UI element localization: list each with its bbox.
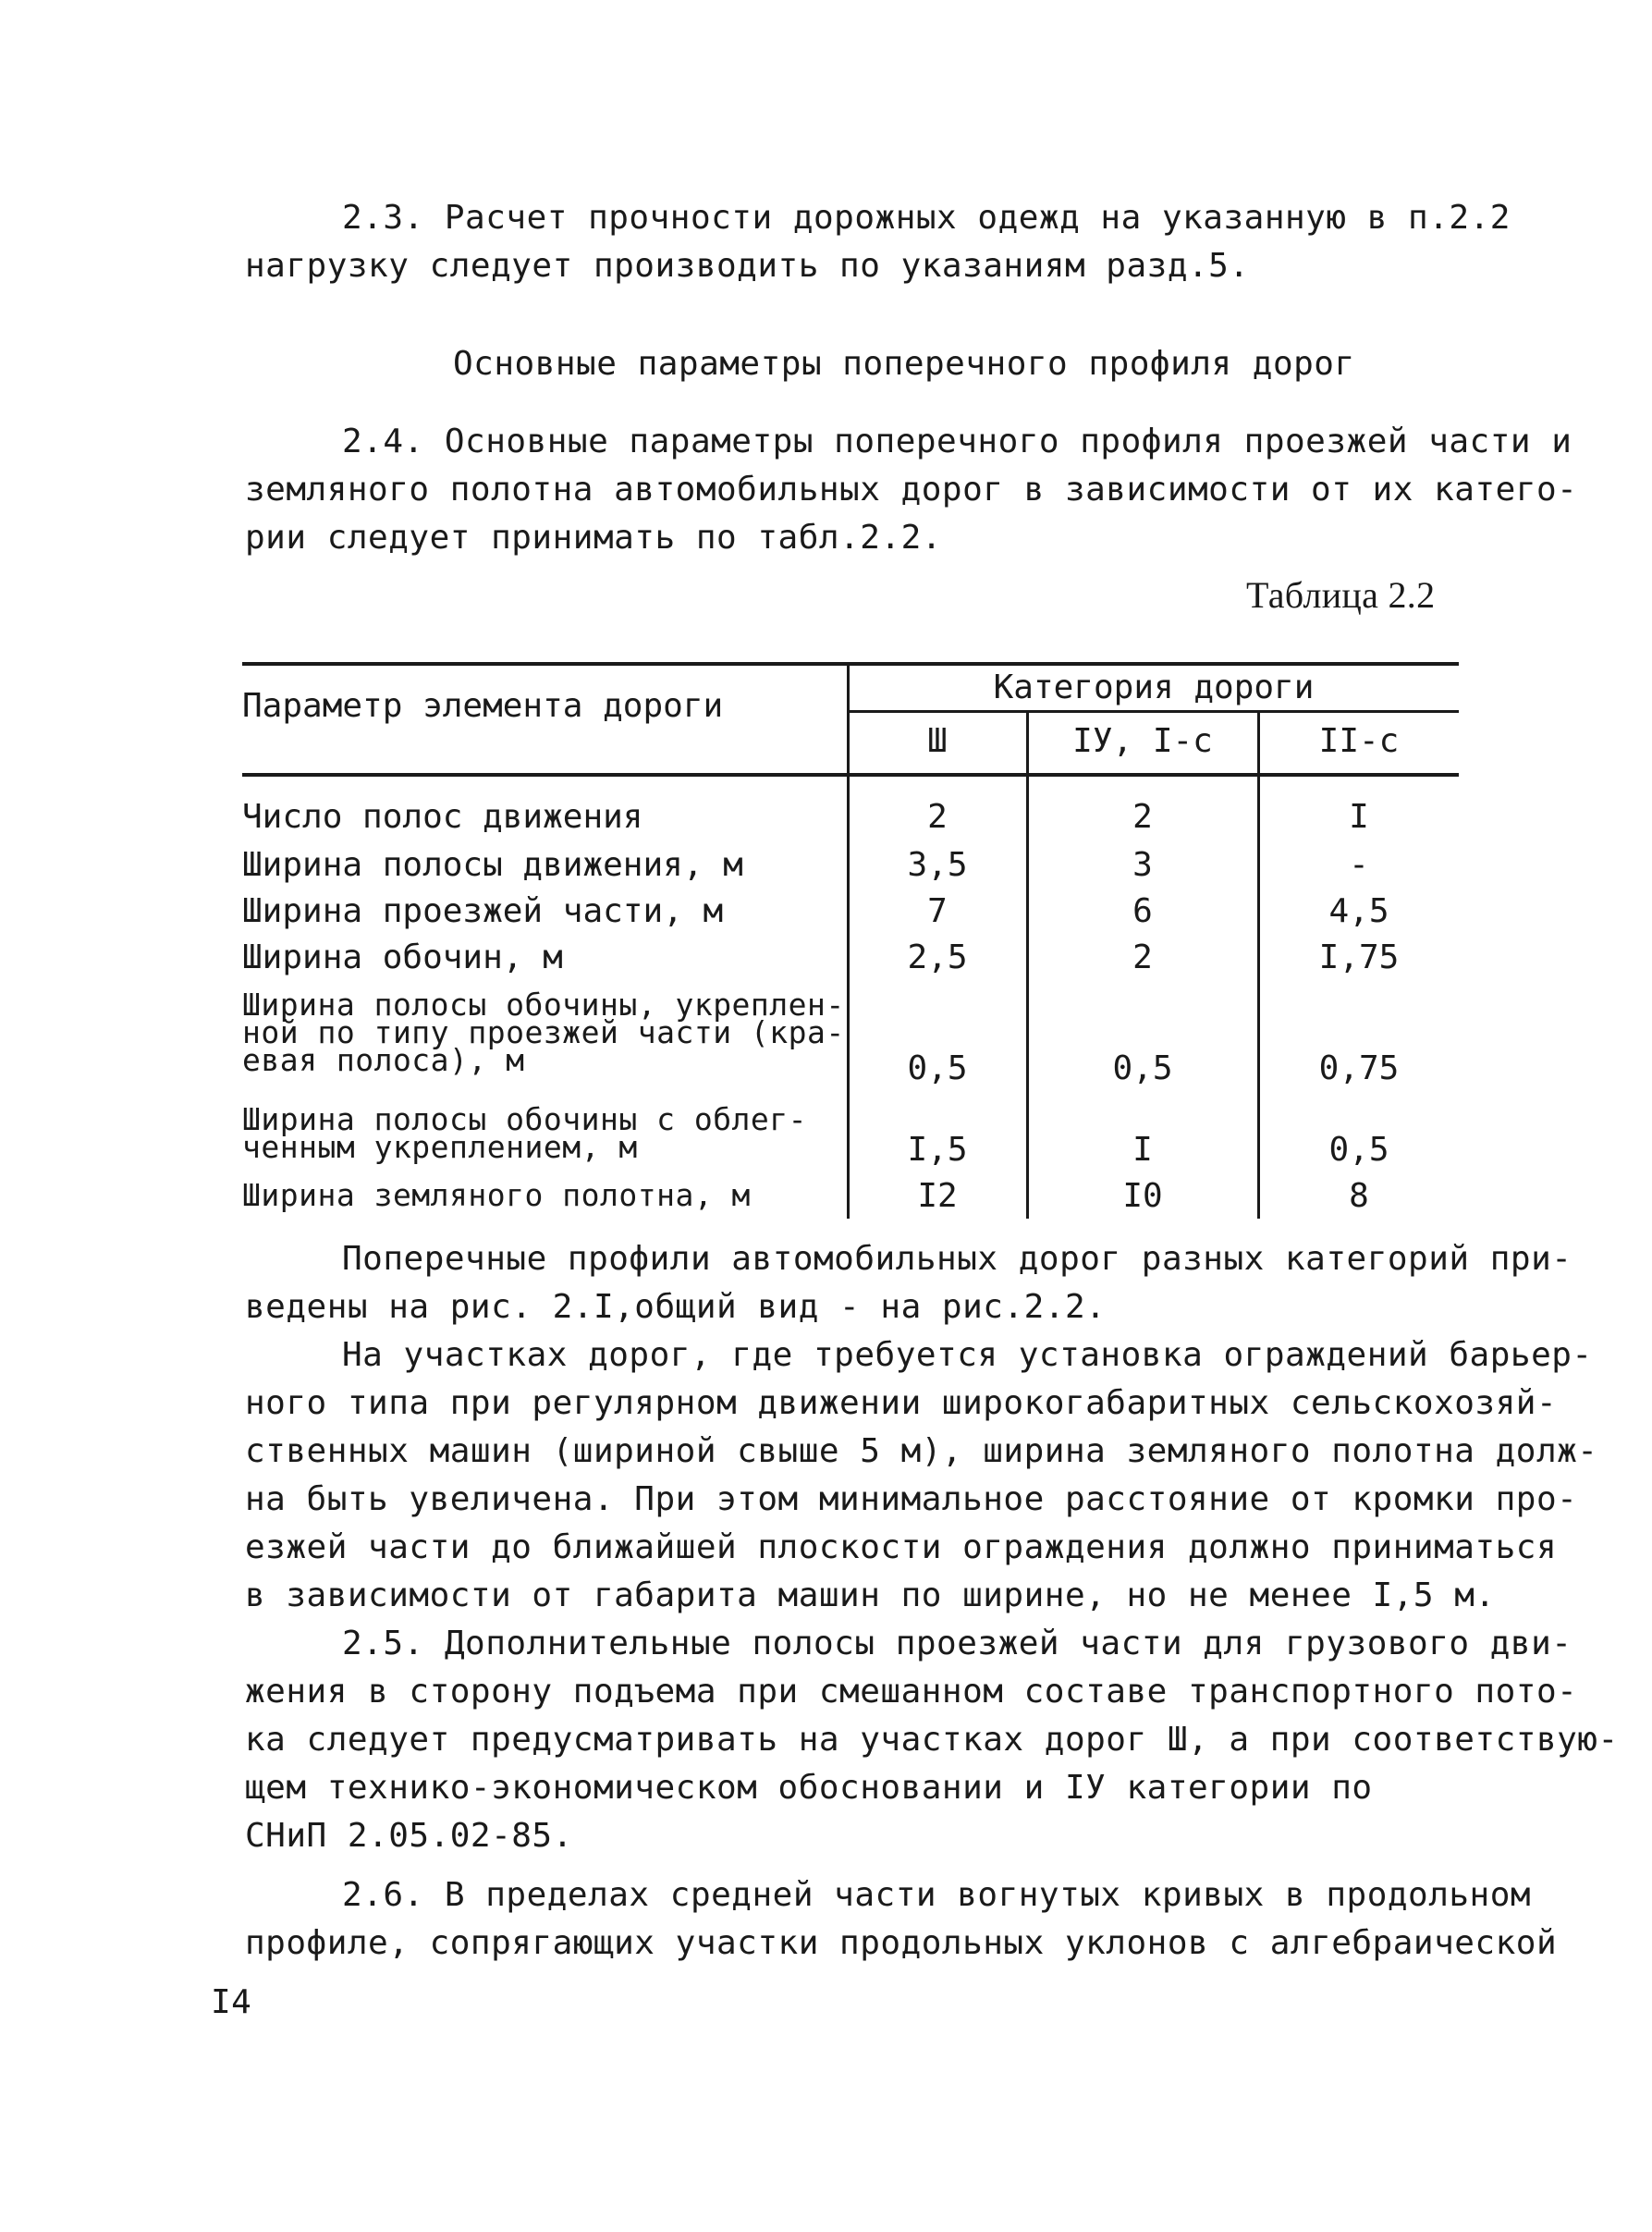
para-2-5-line-1: 2.5. Дополнительные полосы проезжей части для грузового дви-: [342, 1625, 1572, 1662]
header-col-3: II-с: [1318, 722, 1400, 760]
para-2-3-line-1: 2.3. Расчет прочности дорожных одежд на указанную в п.2.2: [342, 199, 1511, 237]
row-6-param-line-2: ченным укреплением, м: [242, 1129, 638, 1165]
header-col-2: IУ, I-с: [1072, 722, 1213, 760]
row-3-col-3: 4,5: [1328, 892, 1389, 930]
row-1-param: Число полос движения: [242, 798, 643, 836]
para-after-table-line-7: езжей части до ближайшей плоскости ограждения должно приниматься: [245, 1528, 1558, 1566]
row-6-col-3: 0,5: [1328, 1131, 1389, 1169]
row-1-col-1: 2: [927, 798, 948, 836]
row-6-col-1: I,5: [907, 1131, 968, 1169]
row-6-col-2: I: [1132, 1131, 1153, 1169]
row-3-param: Ширина проезжей части, м: [242, 892, 724, 930]
para-after-table-line-1: Поперечные профили автомобильных дорог разных категорий при-: [342, 1240, 1572, 1278]
row-2-param: Ширина полосы движения, м: [242, 846, 743, 884]
header-category-group: Категория дороги: [993, 668, 1315, 706]
para-2-5-line-4: щем технико-экономическом обосновании и IУ категории по: [245, 1769, 1373, 1807]
row-4-col-2: 2: [1132, 938, 1153, 976]
table-top-rule: [242, 662, 1459, 666]
para-after-table-line-2: ведены на рис. 2.I,общий вид - на рис.2.2.: [245, 1288, 1107, 1326]
header-param: Параметр элемента дороги: [242, 687, 724, 725]
row-7-col-3: 8: [1349, 1177, 1369, 1215]
para-2-4-line-2: земляного полотна автомобильных дорог в зависимости от их катего-: [245, 471, 1578, 509]
row-5-col-2: 0,5: [1112, 1049, 1173, 1087]
row-7-col-1: I2: [917, 1177, 958, 1215]
para-2-3-line-2: нагрузку следует производить по указаниям разд.5.: [245, 247, 1250, 285]
row-4-col-3: I,75: [1318, 938, 1400, 976]
para-after-table-line-8: в зависимости от габарита машин по ширине, но не менее I,5 м.: [245, 1576, 1496, 1614]
para-2-4-line-3: рии следует принимать по табл.2.2.: [245, 519, 942, 557]
row-2-col-1: 3,5: [907, 846, 968, 884]
para-after-table-line-5: ственных машин (шириной свыше 5 м), ширина земляного полотна долж-: [245, 1432, 1598, 1470]
row-3-col-2: 6: [1132, 892, 1153, 930]
para-2-5-line-3: ка следует предусматривать на участках дорог Ш, а при соответствую-: [245, 1721, 1619, 1759]
row-5-param-line-1: Ширина полосы обочины, укреплен-: [242, 987, 845, 1023]
para-after-table-line-6: на быть увеличена. При этом минимальное расстояние от кромки про-: [245, 1480, 1578, 1518]
table-header-rule: [242, 773, 1459, 777]
header-col-1: Ш: [927, 722, 948, 760]
para-2-5-line-5: СНиП 2.05.02-85.: [245, 1817, 573, 1855]
row-2-col-2: 3: [1132, 846, 1153, 884]
page-number: I4: [211, 1983, 252, 2021]
section-heading: Основные параметры поперечного профиля дорог: [453, 345, 1355, 383]
row-1-col-3: I: [1349, 798, 1369, 836]
para-2-5-line-2: жения в сторону подъема при смешанном составе транспортного пото-: [245, 1673, 1578, 1711]
para-after-table-line-3: На участках дорог, где требуется установка ограждений барьер-: [342, 1336, 1593, 1374]
row-3-col-1: 7: [927, 892, 948, 930]
para-after-table-line-4: ного типа при регулярном движении широкогабаритных сельскохозяй-: [245, 1384, 1558, 1422]
para-2-6-line-1: 2.6. В пределах средней части вогнутых кривых в продольном: [342, 1876, 1532, 1914]
table-group-rule: [849, 710, 1459, 713]
row-5-col-1: 0,5: [907, 1049, 968, 1087]
row-5-col-3: 0,75: [1318, 1049, 1400, 1087]
row-5-param-line-2: ной по типу проезжей части (кра-: [242, 1014, 845, 1050]
row-6-param-line-1: Ширина полосы обочины с облег-: [242, 1101, 808, 1137]
para-2-6-line-2: профиле, сопрягающих участки продольных уклонов с алгебраической: [245, 1924, 1558, 1962]
row-5-param-line-3: евая полоса), м: [242, 1042, 525, 1078]
row-2-col-3: -: [1349, 846, 1369, 884]
row-7-col-2: I0: [1122, 1177, 1163, 1215]
table-caption: Таблица 2.2: [1246, 574, 1436, 616]
row-4-param: Ширина обочин, м: [242, 938, 563, 976]
para-2-4-line-1: 2.4. Основные параметры поперечного профиля проезжей части и: [342, 423, 1572, 460]
row-4-col-1: 2,5: [907, 938, 968, 976]
row-1-col-2: 2: [1132, 798, 1153, 836]
row-7-param: Ширина земляного полотна, м: [242, 1177, 751, 1213]
